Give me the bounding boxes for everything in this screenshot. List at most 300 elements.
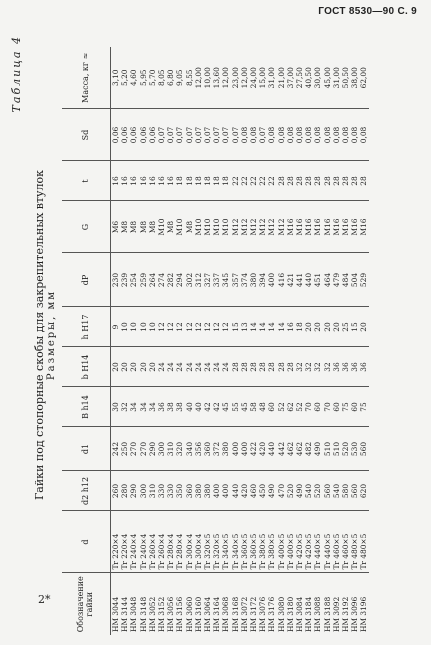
table-cell: НМ 3176 [267,596,277,632]
table-cell: НМ 3156 [175,596,185,632]
table-cell: 38 [175,387,184,427]
table-cell: 0,07 [175,109,184,161]
table-cell: 479 [332,253,341,307]
table-cell: 24 [166,347,175,387]
table-cell: 310 [148,471,157,511]
table-cell: 0,08 [359,109,368,161]
table-cell: 0,08 [313,109,322,161]
table-row [350,47,359,635]
table-cell: 42 [203,387,212,427]
table-cell: 31,00 [332,47,341,109]
table-cell: 55 [231,387,240,427]
table-cell: 242 [111,427,121,471]
table-cell: Tr 420×5 [295,511,304,573]
table-cell: 32 [295,347,304,387]
table-cell: НМ 3160 [193,596,203,632]
table-cell: 460 [249,471,258,511]
table-cell: 0,08 [267,109,276,161]
table-row [221,47,230,635]
table-cell: 34 [148,387,157,427]
table-cell: Tr 460×5 [341,511,350,573]
table-cell: 540 [304,471,313,511]
table-cell: 422 [249,427,258,471]
table-cell: 16 [166,161,175,201]
table-cell: 274 [157,253,166,307]
table-cell: 60 [350,387,359,427]
table-cell: 45,00 [323,47,332,109]
table-cell: 62,00 [359,47,368,109]
table-cell: 28 [304,161,313,201]
table-cell: 420 [240,471,249,511]
table-cell: 560 [323,471,332,511]
table-cell: Tr 340×5 [231,511,240,573]
table-cell: 380 [249,253,258,307]
table-cell: 0,08 [323,109,332,161]
table-cell: 504 [350,253,359,307]
table-cell: 21,00 [277,47,286,109]
table-row [212,47,221,635]
table-cell: М12 [267,201,276,253]
table-cell: 12 [166,307,175,347]
table-cell: 372 [212,427,221,471]
table-row [332,47,341,635]
table-cell: 36 [359,347,368,387]
table-cell: 520 [313,471,322,511]
table-cell: 230 [111,253,121,307]
table-cell: 12,00 [221,47,230,109]
table-cell: 24 [175,347,184,387]
table-cell: Tr 380×5 [258,511,267,573]
table-cell: Tr 420×5 [304,511,313,573]
table-cell: 22 [240,161,249,201]
table-cell: НМ 3096 [350,596,360,632]
table-cell: 416 [277,253,286,307]
table-cell: 12 [157,307,166,347]
table-cell: НМ 3084 [295,596,305,632]
table-row [249,47,258,635]
table-cell: 380 [203,471,212,511]
table-cell: М8 [148,201,157,253]
table-cell: 0,08 [286,109,295,161]
table-cell: НМ 3076 [258,596,268,632]
column-header: d2 h12 [62,471,111,511]
table-cell: 580 [341,471,350,511]
table-cell: 22 [267,161,276,201]
table-cell: Tr 340×5 [221,511,230,573]
table-cell: 282 [166,253,175,307]
table-cell: М6 [111,201,121,253]
table-cell: 12 [194,307,203,347]
table-cell: 0,07 [185,109,194,161]
table-cell: 28 [332,161,341,201]
table-cell: 16 [148,161,157,201]
table-row [166,47,175,635]
table-cell: 52 [277,387,286,427]
table-row [267,47,276,635]
table-cell: Tr 400×5 [286,511,295,573]
table-cell: 28 [295,161,304,201]
table-row [359,47,368,635]
table-cell: 10 [129,307,138,347]
table-cell: М10 [194,201,203,253]
table-cell: 28 [313,161,322,201]
table-cell: 50,50 [341,47,350,109]
table-row [175,47,184,635]
table-cell: 12,00 [194,47,203,109]
table-cell: НМ 3164 [212,596,222,632]
table-cell: М16 [332,201,341,253]
table-cell: 18 [194,161,203,201]
table-cell: 12,00 [240,47,249,109]
table-cell: 16 [286,307,295,347]
table-cell: 280 [120,471,129,511]
table-cell: 22 [249,161,258,201]
table-cell: 9,05 [175,47,184,109]
table-cell: 28 [240,347,249,387]
table-cell: 24 [212,347,221,387]
table-cell: Tr 320×5 [203,511,212,573]
table-cell: М10 [203,201,212,253]
table-cell: 400 [212,471,221,511]
table-cell: М10 [175,201,184,253]
column-header: Sd [62,109,111,161]
table-cell: 28 [231,347,240,387]
table-cell: 40 [185,387,194,427]
rotated-table-sheet [10,35,420,635]
table-cell: 38,00 [350,47,359,109]
table-cell: 0,08 [304,109,313,161]
table-cell: НМ 3172 [249,596,259,632]
table-cell: Tr 320×5 [212,511,221,573]
table-cell: 18 [185,161,194,201]
table-cell: 15 [350,307,359,347]
table-cell: 0,08 [295,109,304,161]
table-cell: НМ 3072 [239,596,249,632]
table-cell: 28 [341,161,350,201]
table-cell: 36 [332,347,341,387]
column-header: G [62,201,111,253]
table-row [304,47,313,635]
table-cell: 10,00 [203,47,212,109]
dimensions-table [62,47,369,635]
table-cell: 13 [240,307,249,347]
table-cell: 28 [267,347,276,387]
table-cell: 400 [240,427,249,471]
table-cell: 0,07 [258,109,267,161]
table-row [203,47,212,635]
table-cell: 48 [258,387,267,427]
table-cell: 52 [295,387,304,427]
table-cell: 12 [221,307,230,347]
table-cell: 440 [304,253,313,307]
table-cell: 490 [295,471,304,511]
table-cell: 310 [166,427,175,471]
table-cell: 40 [194,387,203,427]
column-header: Обозначение гайки [62,573,111,635]
table-cell: 350 [175,471,184,511]
column-header: d1 [62,427,111,471]
table-cell: 36 [341,347,350,387]
table-cell: 27,50 [295,47,304,109]
table-cell: 300 [139,471,148,511]
table-cell: 470 [277,471,286,511]
table-cell: 327 [203,253,212,307]
table-cell: 15 [231,307,240,347]
table-cell: НМ 3088 [313,596,323,632]
table-cell: 0,07 [166,109,175,161]
table-cell: М12 [277,201,286,253]
table-cell: 16 [139,161,148,201]
table-row [120,47,129,635]
page-header: ГОСТ 8530—90 С. 9 [318,6,417,17]
table-cell: 530 [350,427,359,471]
table-cell: 420 [258,427,267,471]
table-cell: 5,70 [148,47,157,109]
table-cell: 9 [111,307,121,347]
table-cell: Tr 280×4 [166,511,175,573]
table-cell: 529 [359,253,368,307]
table-cell: 24 [194,347,203,387]
table-cell: 28 [286,347,295,387]
table-cell: 239 [120,253,129,307]
table-cell: 12 [212,307,221,347]
table-cell: НМ 3056 [166,596,176,632]
table-cell: 20 [148,347,157,387]
table-cell: 560 [350,471,359,511]
table-row [341,47,350,635]
table-cell: 24 [221,347,230,387]
table-cell: 28 [277,347,286,387]
table-title: Гайки под стопорные скобы для закрепительных втулок [33,169,46,501]
table-cell: М16 [313,201,322,253]
table-cell: НМ 3192 [341,596,351,632]
table-cell: НМ 3180 [285,596,295,632]
table-row [157,47,166,635]
table-cell: 482 [304,427,313,471]
table-cell: 0,07 [212,109,221,161]
table-cell: НМ 3168 [230,596,240,632]
table-cell: 13,60 [212,47,221,109]
table-cell: 421 [286,253,295,307]
table-cell: 345 [221,253,230,307]
table-cell: 330 [166,471,175,511]
table-cell: НМ 3092 [331,596,341,632]
table-cell: 6,80 [166,47,175,109]
table-cell: 440 [267,427,276,471]
table-cell: Tr 300×4 [194,511,203,573]
table-cell: 441 [295,253,304,307]
table-cell: 540 [332,471,341,511]
table-cell: 374 [240,253,249,307]
table-cell: 36 [157,387,166,427]
table-cell: 24 [157,347,166,387]
table-cell: 32 [120,387,129,427]
table-body [111,47,369,635]
table-cell: 8,55 [185,47,194,109]
table-cell: 28 [258,347,267,387]
table-cell: НМ 3184 [304,596,314,632]
table-cell: М8 [166,201,175,253]
table-cell: НМ 3152 [157,596,167,632]
table-cell: 360 [203,427,212,471]
table-subtitle: Размеры, мм [46,289,57,381]
table-cell: М16 [286,201,295,253]
column-header: dP [62,253,111,307]
table-row [323,47,332,635]
table-row [148,47,157,635]
table-cell: М10 [157,201,166,253]
table-cell: 490 [267,471,276,511]
table-row [313,47,322,635]
table-cell: 45 [240,387,249,427]
table-cell: 260 [111,471,121,511]
table-cell: 12 [203,307,212,347]
table-cell: 14 [258,307,267,347]
table-cell: 462 [295,427,304,471]
table-cell: 380 [221,427,230,471]
table-cell: Tr 400×5 [277,511,286,573]
table-row [231,47,240,635]
table-cell: Tr 480×5 [359,511,368,573]
table-cell: 16 [157,161,166,201]
table-row [129,47,138,635]
table-cell: 15,00 [258,47,267,109]
table-cell: Tr 300×4 [185,511,194,573]
table-cell: 14 [277,307,286,347]
table-cell: 20 [111,347,121,387]
table-cell: 360 [185,471,194,511]
table-cell: 0,06 [111,109,121,161]
table-row [277,47,286,635]
table-cell: 259 [139,253,148,307]
table-cell: 34 [129,387,138,427]
table-cell: М12 [240,201,249,253]
table-cell: Tr 480×5 [350,511,359,573]
table-cell: 28 [286,161,295,201]
table-cell: 357 [231,253,240,307]
table-cell: Tr 460×5 [332,511,341,573]
table-cell: НМ 3060 [184,596,194,632]
table-cell: 30 [111,387,121,427]
table-cell: 0,07 [194,109,203,161]
table-cell: 3,10 [111,47,121,109]
table-cell: 0,08 [341,109,350,161]
table-cell: 75 [359,387,368,427]
table-cell: Tr 360×5 [240,511,249,573]
table-row [286,47,295,635]
table-cell: 60 [332,387,341,427]
table-cell: 0,06 [139,109,148,161]
table-cell: 290 [148,427,157,471]
table-cell: 320 [175,427,184,471]
table-cell: 30,00 [313,47,322,109]
table-cell: Tr 280×4 [175,511,184,573]
table-cell: 490 [313,427,322,471]
table-cell: 450 [258,471,267,511]
table-cell: 620 [359,471,368,511]
table-row [194,47,203,635]
table-cell: М16 [304,201,313,253]
table-cell: 560 [359,427,368,471]
table-row [111,47,121,635]
table-cell: НМ 3052 [147,596,157,632]
table-cell: НМ 3188 [322,596,332,632]
table-cell: 254 [129,253,138,307]
table-cell: Tr 440×5 [313,511,322,573]
table-cell: 18 [212,161,221,201]
table-header-row [62,47,111,635]
table-cell: 25 [341,307,350,347]
table-cell: 312 [194,253,203,307]
table-cell: 18 [203,161,212,201]
table-cell: 70 [304,387,313,427]
table-cell: 4,60 [129,47,138,109]
table-row [295,47,304,635]
table-cell: 36 [350,347,359,387]
table-cell: М8 [129,201,138,253]
table-cell: 270 [139,427,148,471]
table-cell: Tr 360×5 [249,511,258,573]
table-cell: М16 [350,201,359,253]
table-cell: 442 [277,427,286,471]
table-cell: 62 [286,387,295,427]
table-cell: Tr 240×4 [129,511,138,573]
table-cell: М8 [185,201,194,253]
table-cell: 0,07 [231,109,240,161]
table-cell: 10 [120,307,129,347]
table-cell: 520 [286,471,295,511]
table-cell: 14 [267,307,276,347]
table-cell: 5,95 [139,47,148,109]
table-cell: Tr 380×5 [267,511,276,573]
table-cell: Tr 220×4 [111,511,121,573]
table-cell: 250 [120,427,129,471]
table-cell: 337 [212,253,221,307]
table-cell: 300 [157,427,166,471]
table-cell: 0,08 [240,109,249,161]
table-cell: Tr 260×4 [148,511,157,573]
table-cell: 400 [221,471,230,511]
table-cell: 5,20 [120,47,129,109]
table-cell: 356 [194,427,203,471]
table-cell: Tr 240×4 [139,511,148,573]
table-cell: 462 [286,427,295,471]
table-cell: М16 [359,201,368,253]
table-cell: Tr 440×5 [323,511,332,573]
table-cell: 75 [341,387,350,427]
table-cell: 16 [129,161,138,201]
table-cell: 32 [313,347,322,387]
table-name: Таблица 4 [10,35,23,113]
table-cell: 484 [341,253,350,307]
table-cell: М12 [231,201,240,253]
table-cell: 45 [221,387,230,427]
table-cell: 0,07 [203,109,212,161]
table-cell: 60 [267,387,276,427]
table-cell: 20 [120,347,129,387]
table-cell: 32 [323,347,332,387]
table-cell: 28 [249,347,258,387]
table-row [240,47,249,635]
table-cell: 0,08 [277,109,286,161]
table-cell: 380 [194,471,203,511]
table-cell: 330 [157,471,166,511]
table-cell: 70 [323,387,332,427]
table-cell: 20 [139,347,148,387]
table-cell: НМ 3068 [221,596,231,632]
column-header: B h14 [62,387,111,427]
table-cell: 510 [332,427,341,471]
